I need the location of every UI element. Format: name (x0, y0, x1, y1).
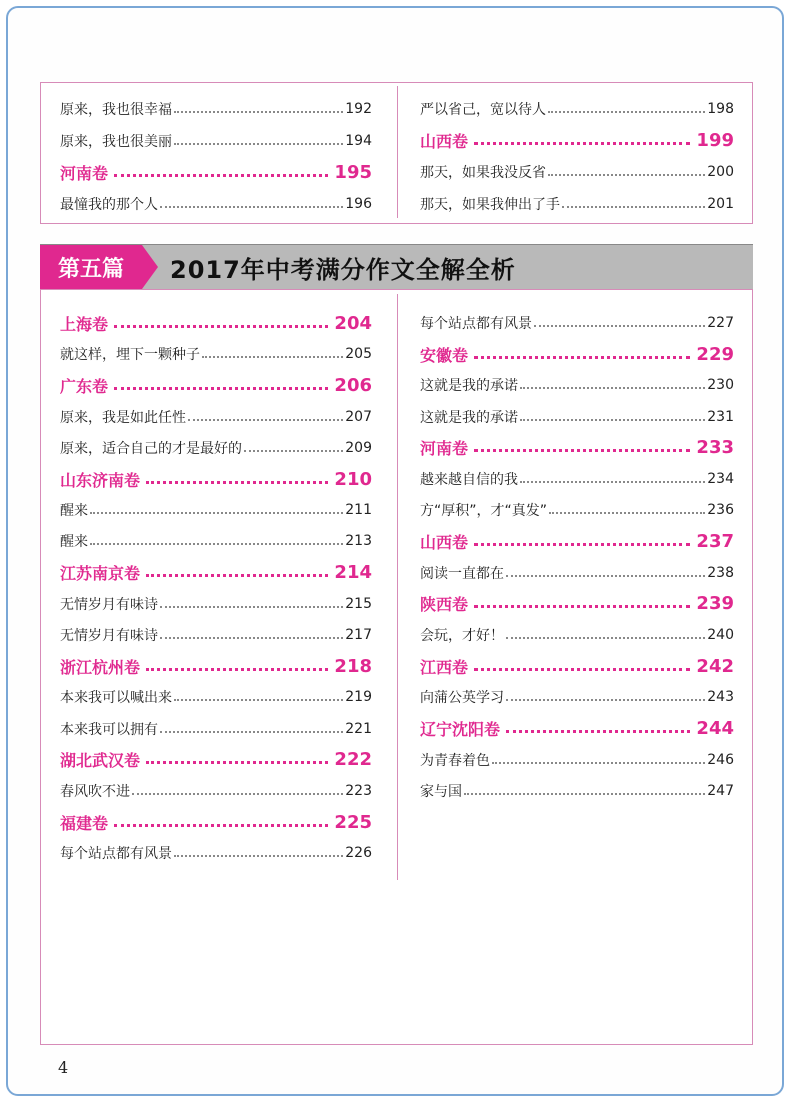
toc-section-heading[interactable] (60, 372, 372, 398)
entry-title: 原来，适合自己的才是最好的 (60, 440, 242, 457)
page-ref: 213 (345, 533, 372, 550)
dot-leader (506, 637, 705, 639)
dot-leader (160, 206, 343, 208)
entry-title: 那天，如果我伸出了手 (420, 196, 560, 213)
section-title: 福建卷 (60, 813, 109, 833)
entry-title: 方“厚积”，才“真发” (420, 503, 548, 520)
dot-leader (146, 481, 328, 484)
dot-leader (160, 606, 343, 608)
page-ref: 218 (334, 655, 372, 677)
toc-section-heading[interactable] (420, 341, 734, 367)
entry-title: 严以省己，宽以待人 (420, 102, 546, 118)
toc-section-heading[interactable] (420, 716, 734, 742)
page-ref: 192 (345, 101, 372, 117)
toc-entry[interactable] (60, 716, 372, 742)
entry-title: 无情岁月有味诗 (60, 596, 158, 613)
toc-section-heading[interactable] (420, 128, 734, 154)
page-ref: 199 (696, 130, 734, 151)
section-title: 河南卷 (60, 163, 109, 183)
page-ref: 223 (345, 783, 372, 799)
dot-leader (506, 699, 705, 701)
column-divider-main (397, 294, 398, 880)
dot-leader (506, 575, 705, 577)
toc-section-heading[interactable] (60, 560, 372, 586)
dot-leader (174, 855, 343, 857)
entry-title: 为青春着色 (420, 752, 490, 769)
dot-leader (146, 761, 328, 764)
toc-section-heading[interactable] (420, 435, 734, 461)
dot-leader (534, 325, 705, 327)
page-ref: 207 (345, 408, 372, 425)
dot-leader (132, 793, 343, 795)
entry-title: 每个站点都有风景 (420, 316, 532, 332)
dot-leader (90, 512, 343, 514)
toc-entry[interactable] (420, 497, 734, 523)
toc-entry[interactable] (420, 191, 734, 217)
section-title: 上海卷 (60, 314, 109, 334)
toc-section-heading[interactable] (60, 653, 372, 679)
entry-title: 原来，我也很幸福 (60, 102, 172, 118)
dot-leader (244, 450, 343, 452)
entry-title: 向蒲公英学习 (420, 690, 504, 707)
entry-title: 家与国 (420, 784, 462, 800)
page-ref: 230 (707, 377, 734, 394)
toc-section-heading[interactable] (60, 159, 372, 185)
dot-leader (114, 387, 328, 390)
toc-section-heading[interactable] (60, 747, 372, 773)
entry-title: 最憧我的那个人 (60, 196, 158, 213)
toc-entry[interactable] (420, 560, 734, 586)
toc-entry[interactable] (420, 404, 734, 430)
page-ref: 214 (334, 562, 372, 584)
page-ref: 205 (345, 346, 372, 363)
column-divider-top (397, 86, 398, 218)
dot-leader (114, 325, 328, 328)
toc-section-heading[interactable] (60, 466, 372, 492)
page-ref: 240 (707, 627, 734, 643)
page-ref: 226 (345, 845, 372, 862)
dot-leader (520, 419, 705, 421)
section-title: 辽宁沈阳卷 (420, 720, 501, 740)
page-ref: 194 (345, 132, 372, 149)
entry-title: 每个站点都有风景 (60, 846, 172, 863)
entry-title: 越来越自信的我 (420, 472, 518, 488)
section-title: 山西卷 (420, 532, 469, 552)
toc-entry[interactable] (60, 128, 372, 154)
toc-section-heading[interactable] (60, 809, 372, 835)
page-ref: 211 (345, 502, 372, 519)
dot-leader (549, 512, 705, 514)
entry-title: 原来，我也很美丽 (60, 133, 172, 150)
entry-title: 本来我可以拥有 (60, 721, 158, 738)
page-ref: 195 (334, 161, 372, 183)
toc-entry[interactable] (420, 747, 734, 773)
page-ref: 244 (696, 718, 734, 740)
page-ref: 237 (696, 530, 734, 552)
section-title: 山西卷 (420, 132, 469, 151)
toc-entry[interactable] (60, 528, 372, 554)
page-number: 4 (58, 1058, 69, 1077)
dot-leader (474, 543, 690, 546)
dot-leader (160, 637, 343, 639)
dot-leader (474, 605, 690, 608)
dot-leader (202, 356, 343, 358)
toc-entry[interactable] (60, 341, 372, 367)
toc-section-heading[interactable] (420, 528, 734, 554)
dot-leader (146, 668, 328, 671)
page-ref: 209 (345, 439, 372, 456)
toc-entry[interactable] (60, 684, 372, 710)
toc-entry[interactable] (420, 466, 734, 492)
toc-entry[interactable] (420, 96, 734, 122)
page-ref: 222 (334, 749, 372, 771)
page-ref: 242 (696, 655, 734, 677)
dot-leader (188, 419, 343, 421)
page-ref: 219 (345, 689, 372, 706)
toc-entry[interactable] (420, 622, 734, 648)
page-ref: 227 (707, 315, 734, 331)
chapter-tag-arrow (142, 245, 158, 289)
dot-leader (160, 731, 343, 733)
section-title: 湖北武汉卷 (60, 751, 141, 771)
page-ref: 234 (707, 471, 734, 487)
toc-entry[interactable] (60, 96, 372, 122)
toc-section-heading[interactable] (420, 653, 734, 679)
dot-leader (520, 387, 705, 389)
section-title: 安徽卷 (420, 345, 469, 365)
entry-title: 醒来 (60, 534, 88, 551)
dot-leader (548, 111, 705, 113)
section-title: 河南卷 (420, 439, 469, 459)
toc-section-heading[interactable] (420, 591, 734, 617)
chapter-tag: 第五篇 (40, 245, 142, 289)
entry-title: 就这样，埋下一颗种子 (60, 347, 200, 364)
page-ref: 229 (696, 343, 734, 365)
toc-entry[interactable] (60, 497, 372, 523)
page-ref: 221 (345, 720, 372, 737)
toc-entry[interactable] (60, 404, 372, 430)
section-title: 浙江杭州卷 (60, 657, 141, 677)
dot-leader (474, 356, 690, 359)
page-ref: 206 (334, 374, 372, 396)
page-ref: 217 (345, 627, 372, 643)
page-ref: 246 (707, 751, 734, 768)
toc-entry[interactable] (60, 591, 372, 617)
page-ref: 200 (707, 164, 734, 180)
dot-leader (464, 793, 705, 795)
entry-title: 春风吹不进 (60, 784, 130, 800)
page-ref: 247 (707, 783, 734, 799)
dot-leader (174, 143, 343, 145)
toc-section-heading[interactable] (60, 310, 372, 336)
page-ref: 239 (696, 593, 734, 615)
dot-leader (562, 206, 705, 208)
toc-entry[interactable] (60, 191, 372, 217)
entry-title: 本来我可以喊出来 (60, 690, 172, 707)
page-ref: 210 (334, 468, 372, 490)
toc-entry[interactable] (60, 435, 372, 461)
section-title: 江西卷 (420, 657, 469, 677)
entry-title: 原来，我是如此任性 (60, 409, 186, 426)
chapter-title: 2017年中考满分作文全解全析 (170, 255, 516, 284)
dot-leader (114, 174, 328, 177)
toc-entry[interactable] (420, 778, 734, 804)
toc-entry[interactable] (420, 310, 734, 336)
page-ref: 238 (707, 564, 734, 581)
entry-title: 阅读一直都在 (420, 565, 504, 582)
toc-entry[interactable] (60, 622, 372, 648)
dot-leader (146, 574, 328, 577)
entry-title: 这就是我的承诺 (420, 378, 518, 395)
page-ref: 225 (334, 811, 372, 833)
dot-leader (174, 111, 343, 113)
toc-entry[interactable] (420, 684, 734, 710)
dot-leader (90, 543, 343, 545)
entry-title: 会玩，才好！ (420, 628, 504, 644)
toc-entry[interactable] (60, 840, 372, 866)
page-ref: 231 (707, 408, 734, 425)
entry-title: 这就是我的承诺 (420, 409, 518, 426)
page-ref: 236 (707, 502, 734, 519)
entry-title: 醒来 (60, 503, 88, 520)
dot-leader (114, 824, 328, 827)
page-ref: 215 (345, 595, 372, 612)
page-ref: 198 (707, 101, 734, 117)
toc-entry[interactable] (60, 778, 372, 804)
dot-leader (520, 481, 705, 483)
dot-leader (548, 174, 705, 176)
section-title: 广东卷 (60, 376, 109, 396)
dot-leader (492, 762, 705, 764)
toc-entry[interactable] (420, 372, 734, 398)
page-ref: 201 (707, 195, 734, 212)
chapter-banner (40, 244, 753, 290)
entry-title: 那天，如果我没反省 (420, 165, 546, 181)
section-title: 陕西卷 (420, 595, 469, 615)
entry-title: 无情岁月有味诗 (60, 628, 158, 644)
section-title: 山东济南卷 (60, 470, 141, 490)
toc-entry[interactable] (420, 159, 734, 185)
page-ref: 204 (334, 312, 372, 334)
dot-leader (506, 730, 690, 733)
dot-leader (474, 449, 690, 452)
dot-leader (174, 699, 343, 701)
dot-leader (474, 142, 690, 145)
section-title: 江苏南京卷 (60, 564, 141, 584)
page-ref: 243 (707, 689, 734, 706)
page-ref: 233 (696, 437, 734, 459)
dot-leader (474, 668, 690, 671)
page-ref: 196 (345, 195, 372, 212)
